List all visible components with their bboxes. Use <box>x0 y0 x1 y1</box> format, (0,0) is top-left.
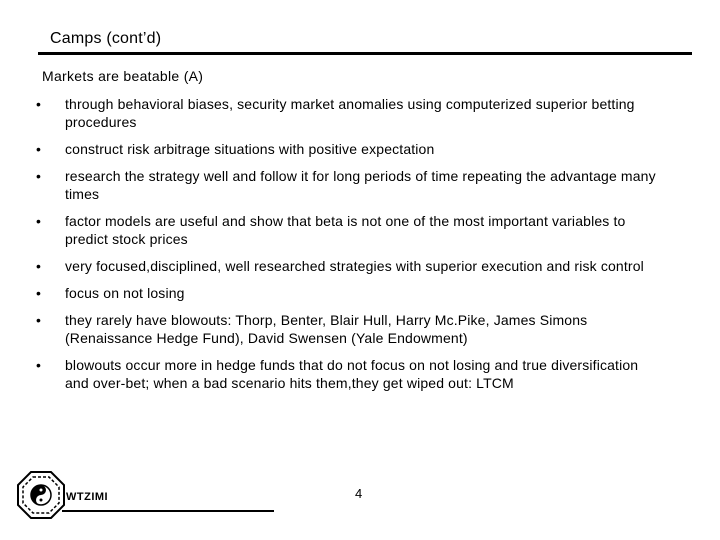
bullet-text: focus on not losing <box>65 285 185 301</box>
bullet-item <box>36 167 666 203</box>
bullet-item <box>36 140 666 158</box>
title-divider <box>38 52 692 55</box>
bullet-text: they rarely have blowouts: Thorp, Benter, Blair Hull, Harry Mc.Pike, James Simons (Renaissance Hedge Fund), David Swensen (Yale Endowment) <box>65 312 588 346</box>
page-number: 4 <box>355 486 363 501</box>
bullet-icon: • <box>36 141 42 157</box>
bullet-list <box>36 95 666 401</box>
section-heading: Markets are beatable (A) <box>42 68 204 84</box>
bullet-item <box>36 257 666 275</box>
bullet-item <box>36 212 666 248</box>
bullet-icon: • <box>36 96 42 112</box>
bullet-item <box>36 284 666 302</box>
bullet-item <box>36 311 666 347</box>
bullet-icon: • <box>36 312 42 328</box>
logo-text: WTZIMI <box>66 491 109 503</box>
bullet-icon: • <box>36 213 42 229</box>
bullet-text: research the strategy well and follow it for long periods of time repeating the advantage many times <box>65 168 656 202</box>
bullet-text: blowouts occur more in hedge funds that do not focus on not losing and true diversification and over-bet; when a bad scenario hits them,they get wiped out: LTCM <box>65 357 639 391</box>
slide-title: Camps (cont’d) <box>50 30 162 47</box>
bullet-icon: • <box>36 258 42 274</box>
footer-divider <box>62 510 274 512</box>
bullet-icon: • <box>36 285 42 301</box>
bullet-text: construct risk arbitrage situations with positive expectation <box>65 141 435 157</box>
bullet-item <box>36 95 666 131</box>
bullet-icon: • <box>36 168 42 184</box>
bullet-icon: • <box>36 357 42 373</box>
bullet-text: factor models are useful and show that beta is not one of the most important variables to predict stock prices <box>65 213 626 247</box>
bullet-item <box>36 356 666 392</box>
bullet-text: through behavioral biases, security market anomalies using computerized superior betting procedures <box>65 96 635 130</box>
octagon-emblem-icon <box>16 470 66 520</box>
bullet-text: very focused,disciplined, well researched strategies with superior execution and risk control <box>65 258 644 274</box>
